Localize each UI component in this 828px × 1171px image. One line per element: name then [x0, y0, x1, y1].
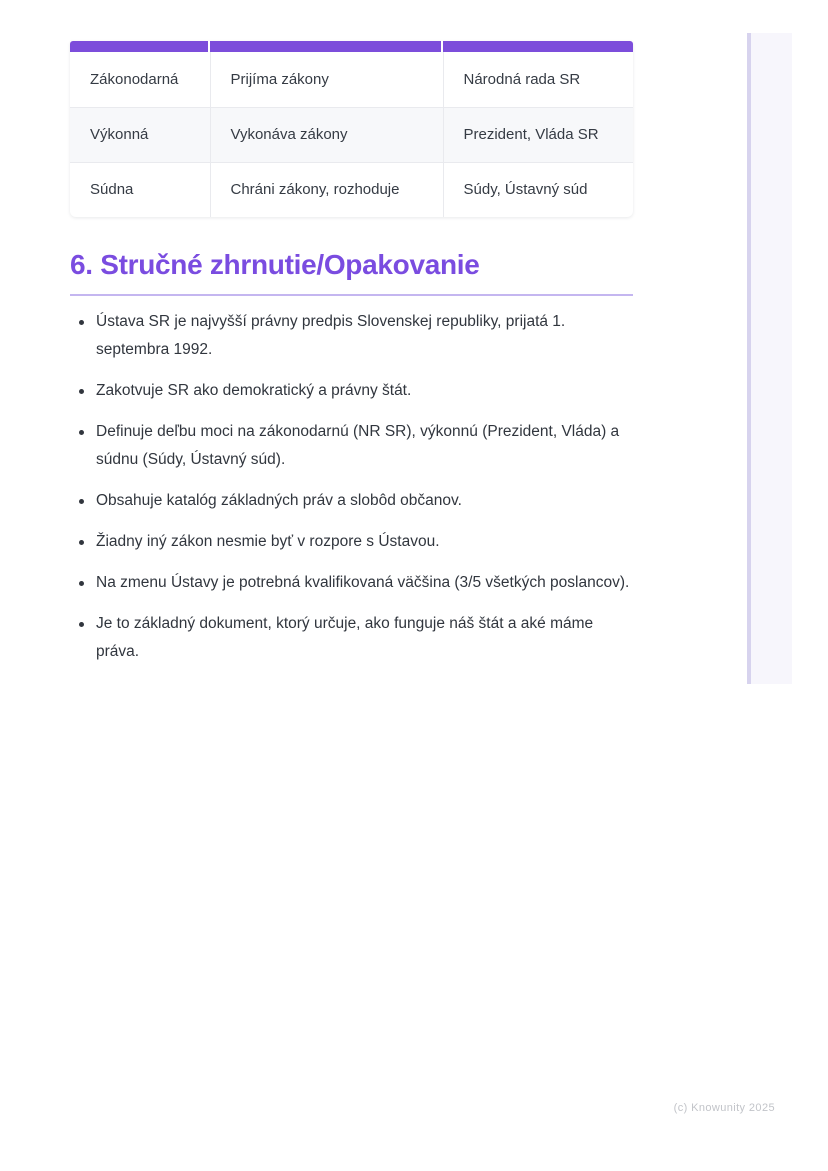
list-item-text: Obsahuje katalóg základných práv a slobôd občanov.: [96, 492, 462, 509]
table-header-bar: [70, 41, 633, 52]
list-item: [70, 487, 638, 515]
table-cell: Prijíma zákony: [210, 52, 443, 107]
table-row: [70, 52, 633, 107]
bullet-icon: [79, 389, 84, 394]
list-item: [70, 610, 638, 666]
table-cell: Vykonáva zákony: [210, 107, 443, 162]
table-header-segment: [443, 41, 633, 52]
footer-credit: (c) Knowunity 2025: [673, 1102, 775, 1114]
heading-underline: [70, 294, 633, 296]
table-header-segment: [70, 41, 210, 52]
bullet-icon: [79, 320, 84, 325]
table-cell: Súdy, Ústavný súd: [443, 162, 633, 217]
list-item-text: Žiadny iný zákon nesmie byť v rozpore s Ústavou.: [96, 533, 440, 550]
table-row: [70, 107, 633, 162]
list-item-text: Je to základný dokument, ktorý určuje, ako funguje náš štát a aké máme práva.: [96, 615, 594, 660]
bullet-icon: [79, 622, 84, 627]
powers-table: [70, 41, 633, 217]
table-cell: Výkonná: [70, 107, 210, 162]
list-item-text: Zakotvuje SR ako demokratický a právny štát.: [96, 382, 412, 399]
page-edge-strip: [747, 33, 792, 684]
table-cell: Prezident, Vláda SR: [443, 107, 633, 162]
table-cell: Súdna: [70, 162, 210, 217]
list-item: [70, 308, 638, 364]
bullet-icon: [79, 540, 84, 545]
summary-list: [70, 308, 638, 679]
list-item-text: Definuje deľbu moci na zákonodarnú (NR SR), výkonnú (Prezident, Vláda) a súdnu (Súdy, Ústavný súd).: [96, 423, 620, 468]
bullet-icon: [79, 499, 84, 504]
list-item: [70, 418, 638, 474]
list-item-text: Ústava SR je najvyšší právny predpis Slovenskej republiky, prijatá 1. septembra 1992.: [96, 313, 566, 358]
list-item: [70, 377, 638, 405]
section-heading: 6. Stručné zhrnutie/Opakovanie: [70, 249, 480, 280]
list-item-text: Na zmenu Ústavy je potrebná kvalifikovaná väčšina (3/5 všetkých poslancov).: [96, 574, 630, 591]
bullet-icon: [79, 430, 84, 435]
table-cell: Chráni zákony, rozhoduje: [210, 162, 443, 217]
table-cell: Zákonodarná: [90, 70, 179, 88]
table-cell: Národná rada SR: [443, 52, 633, 107]
table-row: [70, 162, 633, 217]
table-header-segment: [210, 41, 443, 52]
list-item: [70, 528, 638, 556]
bullet-icon: [79, 581, 84, 586]
list-item: [70, 569, 638, 597]
